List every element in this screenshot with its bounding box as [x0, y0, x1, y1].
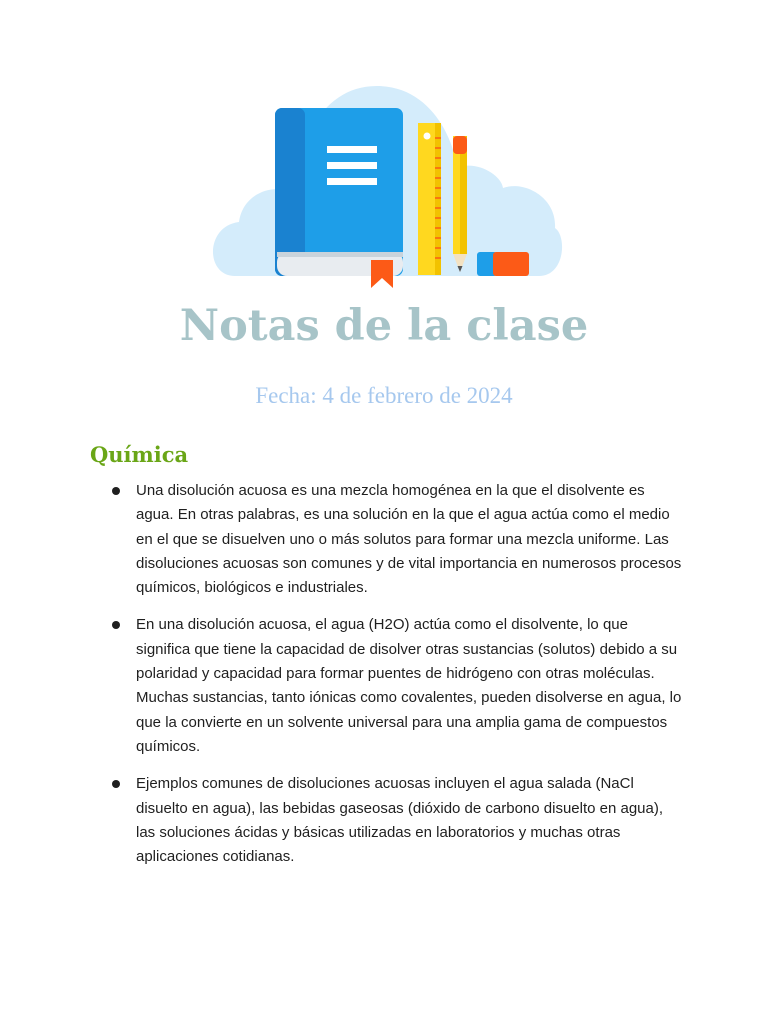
book-icon [275, 108, 403, 288]
bullet-icon [112, 780, 120, 788]
section-title: Química [90, 442, 189, 467]
note-text: Una disolución acuosa es una mezcla homogénea en la que el disolvente es agua. En otras palabras, es una solución en la que el agua actúa como el medio en el que se disuelven uno o más solutos para formar una mezcla uniforme. Las disoluciones acuosas son comunes y de vital importancia en numerosos procesos químicos, biológicos e industriales. [136, 482, 682, 597]
list-item [112, 772, 684, 869]
list-item [112, 613, 684, 759]
date-line: Fecha: 4 de febrero de 2024 [255, 383, 513, 408]
bullet-icon [112, 487, 120, 495]
study-illustration [205, 80, 565, 292]
notes-list [112, 479, 684, 882]
page-title: Notas de la clase [179, 301, 589, 351]
list-item [112, 479, 684, 600]
note-text: En una disolución acuosa, el agua (H2O) actúa como el disolvente, lo que significa que tiene la capacidad de disolver otras sustancias (solutos) debido a su polaridad y capacidad para formar puentes de hidrógeno con otras moléculas. Muchas sustancias, tanto iónicas como covalentes, pueden disolverse en agua, lo que la convierte en un solvente universal para una amplia gama de compuestos químicos. [136, 616, 682, 755]
pencil-icon [453, 136, 467, 272]
eraser-icon [477, 252, 529, 276]
bullet-icon [112, 621, 120, 629]
ruler-icon [418, 123, 441, 275]
note-text: Ejemplos comunes de disoluciones acuosas incluyen el agua salada (NaCl disuelto en agua), las bebidas gaseosas (dióxido de carbono disuelto en agua), las soluciones ácidas y básicas utilizadas en laboratorios y muchas otras aplicaciones cotidianas. [136, 775, 664, 866]
